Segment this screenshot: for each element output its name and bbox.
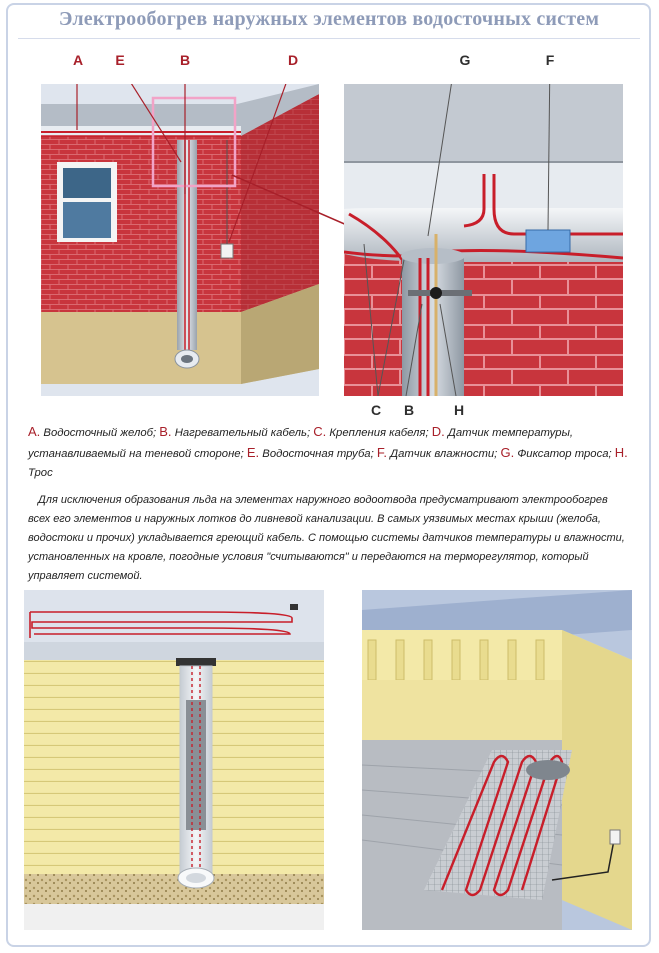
legend-caption (28, 422, 628, 483)
label-b-bottom: B (403, 402, 415, 418)
gutter-detail-illustration (344, 84, 623, 396)
legend-key: F. (376, 445, 387, 460)
description-text: Для исключения образования льда на элементах наружного водоотвода предусматривают электрообогрев всех его элементов и наружных лотков до ливневой канализации. В самых уязвимых местах крыши (желоба, водостоки и прочих) укладывается греющий кабель. С помощью системы датчиков температуры и влажности, установленных на кровле, погодные условия "считываются" и передаются на терморегулятор, который управляет системой. (28, 494, 625, 582)
legend-text: Водосточная труба; (259, 448, 377, 460)
description-paragraph (28, 491, 628, 586)
legend-text: Водосточный желоб; (40, 427, 160, 439)
siding-wall-illustration (24, 590, 324, 930)
legend-text: Нагревательный кабель; (171, 427, 314, 439)
legend-text: Датчик температуры, устанавливаемый на теневой стороне; (28, 427, 574, 460)
legend-text: Фиксатор троса; (514, 448, 615, 460)
label-h: H (453, 402, 465, 418)
title-divider (18, 38, 640, 39)
legend-key: D. (431, 424, 445, 439)
legend-text: Трос (28, 467, 53, 479)
legend-key: B. (159, 424, 172, 439)
legend-text: Датчик влажности; (386, 448, 501, 460)
label-g: G (459, 52, 471, 68)
legend-key: A. (28, 424, 41, 439)
label-e: E (115, 52, 125, 68)
page-title: Электрообогрев наружных элементов водосточных систем (58, 8, 600, 30)
legend-key: G. (500, 445, 515, 460)
label-d: D (287, 52, 299, 68)
legend-text: Крепления кабеля; (326, 427, 432, 439)
legend-key: H. (614, 445, 628, 460)
label-a: A (72, 52, 84, 68)
house-wall-illustration (41, 84, 319, 396)
legend-key: C. (313, 424, 327, 439)
label-b-top: B (179, 52, 191, 68)
label-f: F (545, 52, 555, 68)
label-c: C (370, 402, 382, 418)
balcony-floor-illustration (362, 590, 632, 930)
legend-key: E. (246, 445, 260, 460)
